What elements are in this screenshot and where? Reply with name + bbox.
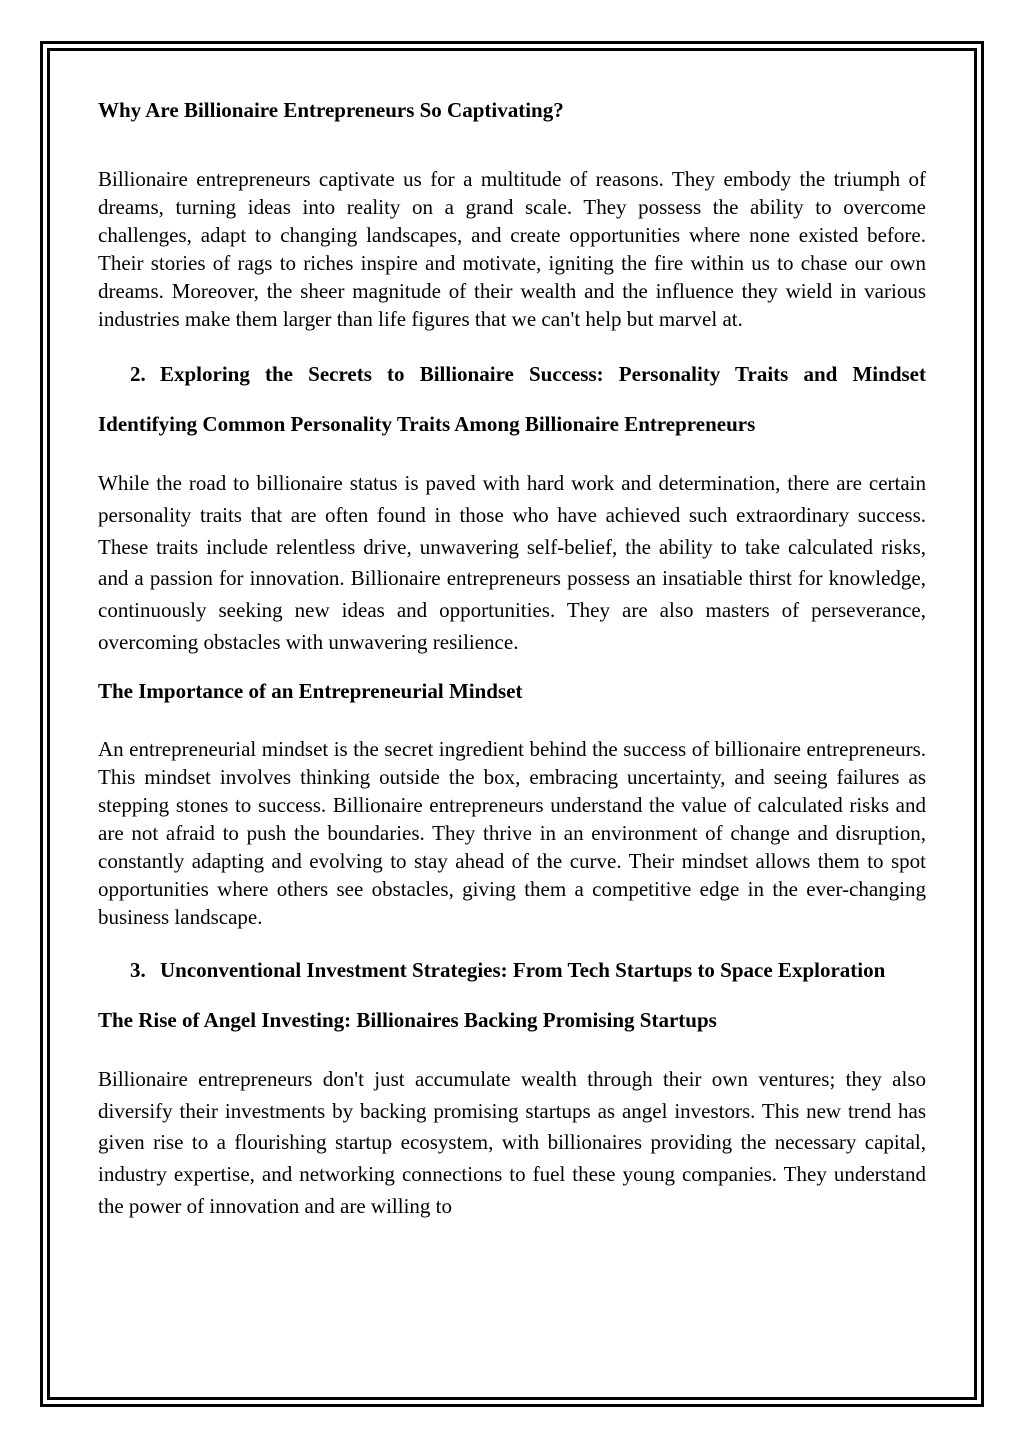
numbered-heading-2 (98, 359, 926, 390)
paragraph-traits: While the road to billionaire status is paved with hard work and determination, there are certain personality traits that are often found in those who have achieved such extraordinary success. These traits include relentless drive, unwavering self-belief, the ability to take calculated risks, and a passion for innovation. Billionaire entrepreneurs possess an insatiable thirst for knowledge, continuously seeking new ideas and opportunities. They are also masters of perseverance, overcoming obstacles with unwavering resilience. (98, 471, 926, 654)
numbered-heading-2-number: 2. (130, 362, 146, 386)
numbered-heading-3-number: 3. (130, 957, 146, 982)
numbered-heading-3-title: Unconventional Investment Strategies: From Tech Startups to Space Exploration (160, 957, 886, 982)
heading-mindset: The Importance of an Entrepreneurial Mindset (98, 678, 523, 703)
paragraph-angel: Billionaire entrepreneurs don't just accumulate wealth through their own ventures; they also diversify their investments by backing promising startups as angel investors. This new trend has given rise to a flourishing startup ecosystem, with billionaires providing the necessary capital, industry expertise, and networking connections to fuel these young companies. They understand the power of innovation and are willing to (98, 1066, 926, 1218)
paragraph-captivating: Billionaire entrepreneurs captivate us for a multitude of reasons. They embody the triumph of dreams, turning ideas into reality on a grand scale. They possess the ability to overcome challenges, adapt to changing landscapes, and create opportunities where none existed before. Their stories of rags to riches inspire and motivate, igniting the fire within us to chase our own dreams. Moreover, the sheer magnitude of their wealth and the influence they wield in various industries make them larger than life figures that we can't help but marvel at. (98, 167, 926, 331)
document-body (98, 96, 926, 1223)
heading-traits: Identifying Common Personality Traits Among Billionaire Entrepreneurs (98, 412, 756, 436)
numbered-heading-2-title: Exploring the Secrets to Billionaire Success: Personality Traits and Mindset (160, 362, 926, 386)
heading-angel: The Rise of Angel Investing: Billionaires Backing Promising Startups (98, 1007, 717, 1032)
paragraph-mindset: An entrepreneurial mindset is the secret ingredient behind the success of billionaire entrepreneurs. This mindset involves thinking outside the box, embracing uncertainty, and seeing failures as stepping stones to success. Billionaire entrepreneurs understand the value of calculated risks and are not afraid to push the boundaries. They thrive in an environment of change and disruption, constantly adapting and evolving to stay ahead of the curve. Their mindset allows them to spot opportunities where others see obstacles, giving them a competitive edge in the ever-changing business landscape. (98, 736, 926, 929)
heading-captivating: Why Are Billionaire Entrepreneurs So Captivating? (98, 98, 564, 122)
numbered-heading-3 (98, 955, 926, 986)
